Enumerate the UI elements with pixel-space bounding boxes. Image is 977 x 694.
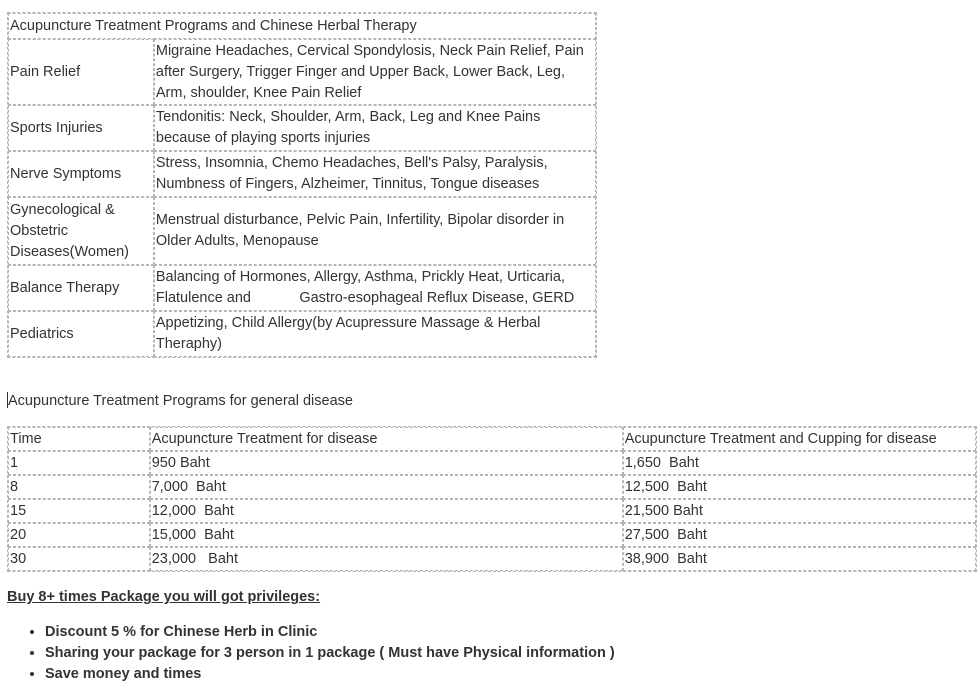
description-cell: Migraine Headaches, Cervical Spondylosis, Neck Pain Relief, Pain after Surgery, Trigger Finger and Upper Back, Lower Back, Leg, Arm, shoulder, Knee Pain Relief <box>154 39 596 105</box>
time-cell: 1 <box>8 451 150 475</box>
price-cell: 12,000 Baht <box>150 499 623 523</box>
general-programs-title: Acupuncture Treatment Programs for general disease <box>8 393 353 409</box>
header-acupuncture: Acupuncture Treatment for disease <box>150 427 623 451</box>
table-row <box>8 547 976 571</box>
time-cell: 20 <box>8 523 150 547</box>
price-cell: 12,500 Baht <box>623 475 976 499</box>
list-item: • Save money and times <box>45 664 615 685</box>
table-row <box>8 475 976 499</box>
category-cell: Pain Relief <box>8 39 154 105</box>
table-row <box>8 265 596 311</box>
category-cell: Pediatrics <box>8 311 154 357</box>
price-cell: 21,500 Baht <box>623 499 976 523</box>
table-header-row <box>8 427 976 451</box>
privileges-heading: Buy 8+ times Package you will got privileges: <box>7 589 321 605</box>
time-cell: 30 <box>8 547 150 571</box>
description-cell: Stress, Insomnia, Chemo Headaches, Bell's Palsy, Paralysis, Numbness of Fingers, Alzheimer, Tinnitus, Tongue diseases <box>154 151 596 197</box>
category-cell: Nerve Symptoms <box>8 151 154 197</box>
table-row <box>8 197 596 265</box>
table-row <box>8 523 976 547</box>
price-cell: 950 Baht <box>150 451 623 475</box>
price-cell: 15,000 Baht <box>150 523 623 547</box>
description-cell: Menstrual disturbance, Pelvic Pain, Infertility, Bipolar disorder in Older Adults, Menopause <box>154 197 596 265</box>
table-row <box>8 451 976 475</box>
table-row <box>8 151 596 197</box>
treatment-programs-title: Acupuncture Treatment Programs and Chinese Herbal Therapy <box>8 13 596 39</box>
list-item: • Discount 5 % for Chinese Herb in Clinic <box>45 622 615 643</box>
category-cell: Balance Therapy <box>8 265 154 311</box>
treatment-programs-table <box>7 12 597 358</box>
time-cell: 15 <box>8 499 150 523</box>
category-cell: Gynecological & Obstetric Diseases(Women) <box>8 197 154 265</box>
list-item: • Sharing your package for 3 person in 1 package ( Must have Physical information ) <box>45 643 615 664</box>
price-cell: 38,900 Baht <box>623 547 976 571</box>
table-row <box>8 105 596 151</box>
category-cell: Sports Injuries <box>8 105 154 151</box>
privileges-list <box>0 622 615 685</box>
description-cell: Tendonitis: Neck, Shoulder, Arm, Back, Leg and Knee Pains because of playing sports injuries <box>154 105 596 151</box>
general-programs-heading <box>7 391 353 411</box>
price-cell: 1,650 Baht <box>623 451 976 475</box>
table-row <box>8 39 596 105</box>
description-cell: Appetizing, Child Allergy(by Acupressure Massage & Herbal Theraphy) <box>154 311 596 357</box>
general-programs-table <box>7 426 977 572</box>
time-cell: 8 <box>8 475 150 499</box>
price-cell: 7,000 Baht <box>150 475 623 499</box>
header-acupuncture-cupping: Acupuncture Treatment and Cupping for disease <box>623 427 976 451</box>
header-time: Time <box>8 427 150 451</box>
table-title-row <box>8 13 596 39</box>
table-row <box>8 311 596 357</box>
price-cell: 27,500 Baht <box>623 523 976 547</box>
price-cell: 23,000 Baht <box>150 547 623 571</box>
description-cell: Balancing of Hormones, Allergy, Asthma, Prickly Heat, Urticaria, Flatulence and Gastro-esophageal Reflux Disease, GERD <box>154 265 596 311</box>
table-row <box>8 499 976 523</box>
